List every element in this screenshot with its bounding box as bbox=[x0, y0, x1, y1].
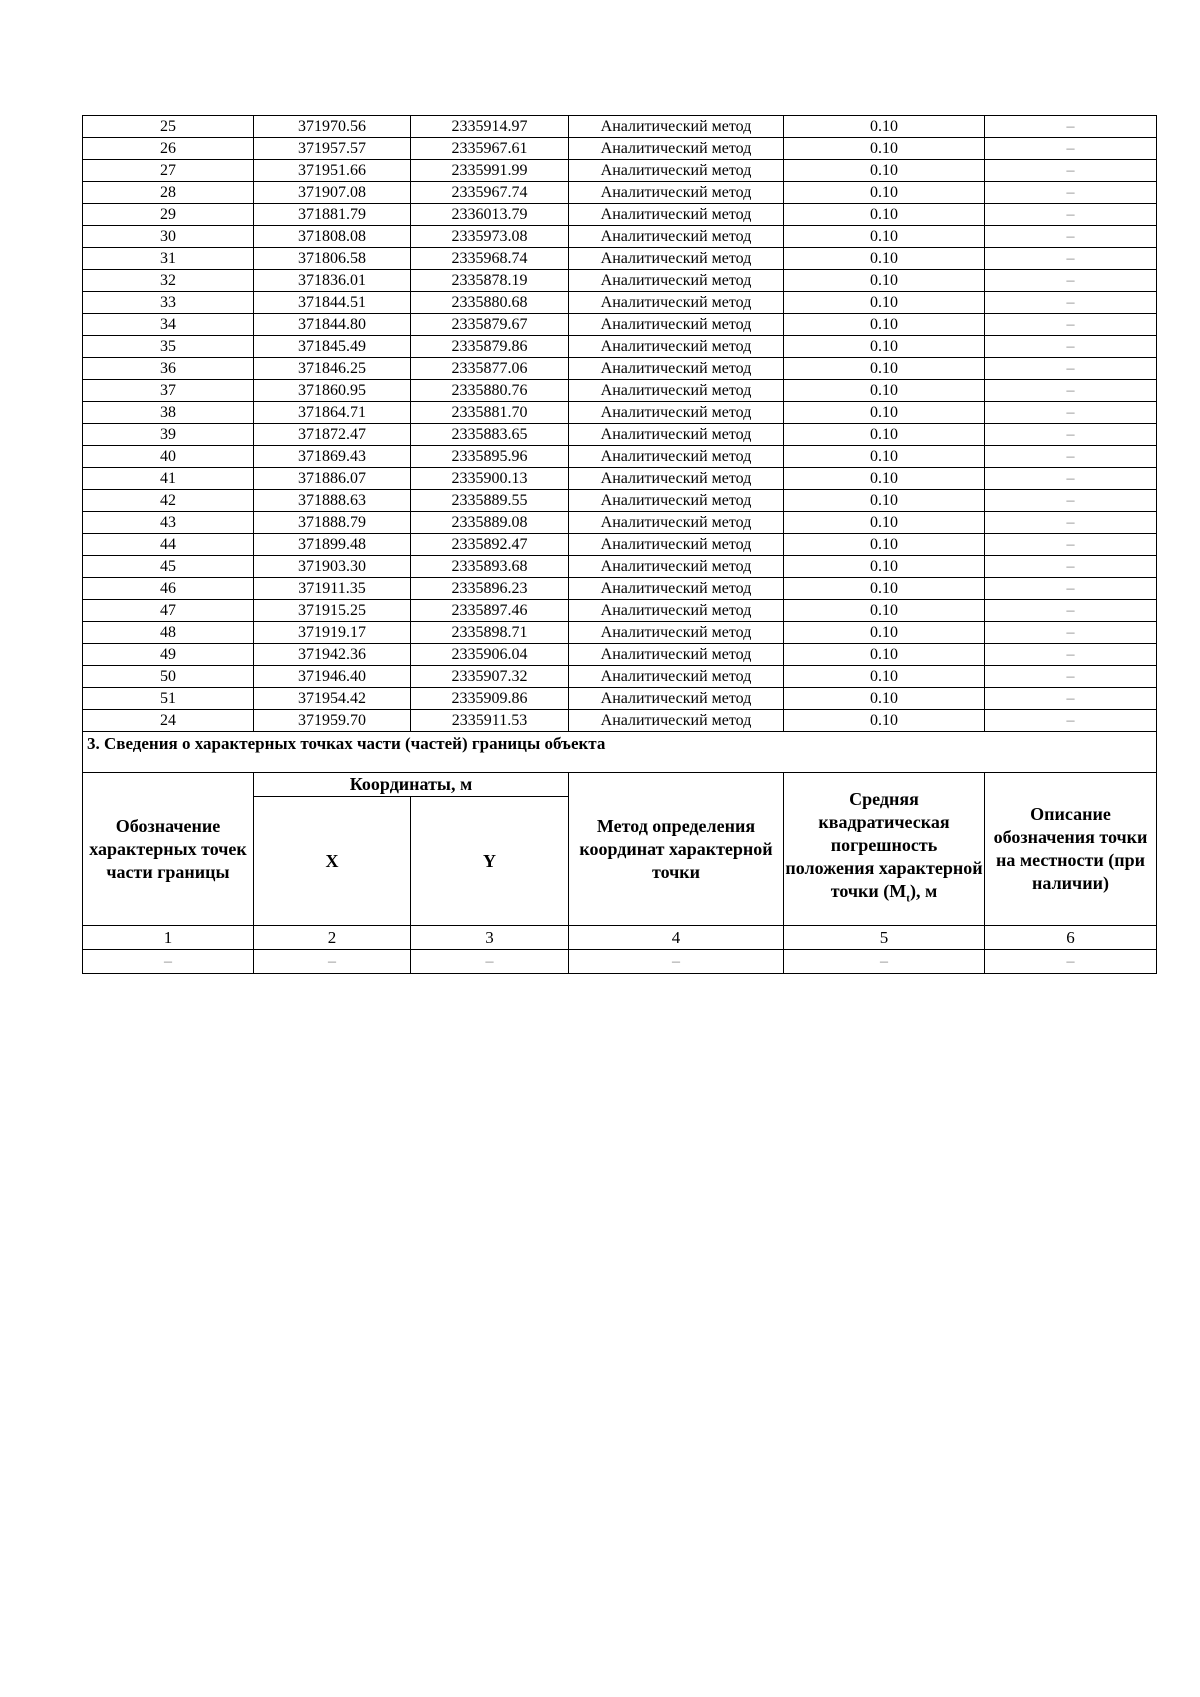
method-cell: Аналитический метод bbox=[569, 116, 784, 138]
table-row bbox=[83, 468, 1157, 490]
description-cell: – bbox=[985, 644, 1157, 666]
point-number-cell: 28 bbox=[83, 182, 254, 204]
method-cell: Аналитический метод bbox=[569, 666, 784, 688]
y-coordinate-cell: 2335893.68 bbox=[411, 556, 569, 578]
error-cell: 0.10 bbox=[784, 358, 985, 380]
error-cell: 0.10 bbox=[784, 138, 985, 160]
point-number-cell: 42 bbox=[83, 490, 254, 512]
x-coordinate-cell: 371836.01 bbox=[254, 270, 411, 292]
description-cell: – bbox=[985, 512, 1157, 534]
column-number: 3 bbox=[411, 926, 569, 950]
method-cell: Аналитический метод bbox=[569, 710, 784, 732]
description-cell: – bbox=[985, 270, 1157, 292]
description-cell: – bbox=[985, 358, 1157, 380]
description-cell: – bbox=[985, 490, 1157, 512]
x-coordinate-cell: 371946.40 bbox=[254, 666, 411, 688]
table-row bbox=[83, 556, 1157, 578]
description-cell: – bbox=[985, 116, 1157, 138]
description-cell: – bbox=[985, 314, 1157, 336]
point-number-cell: 29 bbox=[83, 204, 254, 226]
y-coordinate-cell: 2335878.19 bbox=[411, 270, 569, 292]
section-3-title-row bbox=[83, 732, 1157, 773]
error-cell: 0.10 bbox=[784, 424, 985, 446]
section-3-title: 3. Сведения о характерных точках части (частей) границы объекта bbox=[83, 732, 1157, 773]
description-cell: – bbox=[985, 556, 1157, 578]
x-coordinate-cell: 371860.95 bbox=[254, 380, 411, 402]
table-row bbox=[83, 292, 1157, 314]
table-row bbox=[83, 710, 1157, 732]
column-number: 1 bbox=[83, 926, 254, 950]
description-cell: – bbox=[985, 534, 1157, 556]
x-coordinate-cell: 371954.42 bbox=[254, 688, 411, 710]
empty-cell: – bbox=[83, 950, 254, 974]
header-designation: Обозначение характерных точек части границы bbox=[83, 773, 254, 926]
y-coordinate-cell: 2336013.79 bbox=[411, 204, 569, 226]
point-number-cell: 36 bbox=[83, 358, 254, 380]
method-cell: Аналитический метод bbox=[569, 248, 784, 270]
x-coordinate-cell: 371888.79 bbox=[254, 512, 411, 534]
description-cell: – bbox=[985, 600, 1157, 622]
x-coordinate-cell: 371881.79 bbox=[254, 204, 411, 226]
point-number-cell: 43 bbox=[83, 512, 254, 534]
table-row bbox=[83, 204, 1157, 226]
x-coordinate-cell: 371845.49 bbox=[254, 336, 411, 358]
empty-cell: – bbox=[985, 950, 1157, 974]
error-cell: 0.10 bbox=[784, 204, 985, 226]
method-cell: Аналитический метод bbox=[569, 336, 784, 358]
point-number-cell: 48 bbox=[83, 622, 254, 644]
y-coordinate-cell: 2335968.74 bbox=[411, 248, 569, 270]
header-y: Y bbox=[411, 797, 569, 926]
method-cell: Аналитический метод bbox=[569, 314, 784, 336]
point-number-cell: 47 bbox=[83, 600, 254, 622]
y-coordinate-cell: 2335897.46 bbox=[411, 600, 569, 622]
column-numbers-row bbox=[83, 926, 1157, 950]
point-number-cell: 26 bbox=[83, 138, 254, 160]
x-coordinate-cell: 371844.51 bbox=[254, 292, 411, 314]
x-coordinate-cell: 371919.17 bbox=[254, 622, 411, 644]
point-number-cell: 32 bbox=[83, 270, 254, 292]
table-row bbox=[83, 578, 1157, 600]
section-3-header-row bbox=[83, 773, 1157, 797]
method-cell: Аналитический метод bbox=[569, 556, 784, 578]
column-number: 5 bbox=[784, 926, 985, 950]
y-coordinate-cell: 2335898.71 bbox=[411, 622, 569, 644]
table-row bbox=[83, 314, 1157, 336]
error-cell: 0.10 bbox=[784, 578, 985, 600]
table-row bbox=[83, 534, 1157, 556]
x-coordinate-cell: 371915.25 bbox=[254, 600, 411, 622]
table-row bbox=[83, 644, 1157, 666]
x-coordinate-cell: 371844.80 bbox=[254, 314, 411, 336]
error-cell: 0.10 bbox=[784, 248, 985, 270]
error-cell: 0.10 bbox=[784, 512, 985, 534]
x-coordinate-cell: 371888.63 bbox=[254, 490, 411, 512]
y-coordinate-cell: 2335883.65 bbox=[411, 424, 569, 446]
method-cell: Аналитический метод bbox=[569, 490, 784, 512]
y-coordinate-cell: 2335914.97 bbox=[411, 116, 569, 138]
error-cell: 0.10 bbox=[784, 116, 985, 138]
y-coordinate-cell: 2335911.53 bbox=[411, 710, 569, 732]
table-row bbox=[83, 600, 1157, 622]
table-row bbox=[83, 160, 1157, 182]
table-row bbox=[83, 226, 1157, 248]
error-cell: 0.10 bbox=[784, 270, 985, 292]
column-number: 2 bbox=[254, 926, 411, 950]
description-cell: – bbox=[985, 226, 1157, 248]
table-row bbox=[83, 666, 1157, 688]
method-cell: Аналитический метод bbox=[569, 226, 784, 248]
x-coordinate-cell: 371942.36 bbox=[254, 644, 411, 666]
point-number-cell: 50 bbox=[83, 666, 254, 688]
point-number-cell: 30 bbox=[83, 226, 254, 248]
method-cell: Аналитический метод bbox=[569, 468, 784, 490]
error-cell: 0.10 bbox=[784, 644, 985, 666]
method-cell: Аналитический метод bbox=[569, 446, 784, 468]
method-cell: Аналитический метод bbox=[569, 138, 784, 160]
x-coordinate-cell: 371869.43 bbox=[254, 446, 411, 468]
x-coordinate-cell: 371864.71 bbox=[254, 402, 411, 424]
point-number-cell: 38 bbox=[83, 402, 254, 424]
point-number-cell: 45 bbox=[83, 556, 254, 578]
description-cell: – bbox=[985, 182, 1157, 204]
table-row bbox=[83, 490, 1157, 512]
table-row bbox=[83, 424, 1157, 446]
y-coordinate-cell: 2335967.61 bbox=[411, 138, 569, 160]
table-row bbox=[83, 622, 1157, 644]
method-cell: Аналитический метод bbox=[569, 424, 784, 446]
y-coordinate-cell: 2335909.86 bbox=[411, 688, 569, 710]
method-cell: Аналитический метод bbox=[569, 292, 784, 314]
error-cell: 0.10 bbox=[784, 666, 985, 688]
point-number-cell: 40 bbox=[83, 446, 254, 468]
y-coordinate-cell: 2335895.96 bbox=[411, 446, 569, 468]
table-row bbox=[83, 402, 1157, 424]
description-cell: – bbox=[985, 710, 1157, 732]
description-cell: – bbox=[985, 424, 1157, 446]
y-coordinate-cell: 2335881.70 bbox=[411, 402, 569, 424]
point-number-cell: 25 bbox=[83, 116, 254, 138]
empty-cell: – bbox=[784, 950, 985, 974]
table-row bbox=[83, 688, 1157, 710]
method-cell: Аналитический метод bbox=[569, 270, 784, 292]
method-cell: Аналитический метод bbox=[569, 534, 784, 556]
error-cell: 0.10 bbox=[784, 490, 985, 512]
header-method: Метод определения координат характерной точки bbox=[569, 773, 784, 926]
description-cell: – bbox=[985, 666, 1157, 688]
point-number-cell: 44 bbox=[83, 534, 254, 556]
method-cell: Аналитический метод bbox=[569, 380, 784, 402]
x-coordinate-cell: 371959.70 bbox=[254, 710, 411, 732]
x-coordinate-cell: 371846.25 bbox=[254, 358, 411, 380]
description-cell: – bbox=[985, 468, 1157, 490]
description-cell: – bbox=[985, 578, 1157, 600]
error-cell: 0.10 bbox=[784, 710, 985, 732]
points-table-body bbox=[83, 116, 1157, 732]
description-cell: – bbox=[985, 402, 1157, 424]
point-number-cell: 27 bbox=[83, 160, 254, 182]
error-cell: 0.10 bbox=[784, 226, 985, 248]
y-coordinate-cell: 2335907.32 bbox=[411, 666, 569, 688]
error-cell: 0.10 bbox=[784, 314, 985, 336]
y-coordinate-cell: 2335879.67 bbox=[411, 314, 569, 336]
header-mt-suffix: ), м bbox=[909, 880, 938, 901]
description-cell: – bbox=[985, 336, 1157, 358]
point-number-cell: 34 bbox=[83, 314, 254, 336]
y-coordinate-cell: 2335877.06 bbox=[411, 358, 569, 380]
x-coordinate-cell: 371903.30 bbox=[254, 556, 411, 578]
description-cell: – bbox=[985, 292, 1157, 314]
x-coordinate-cell: 371970.56 bbox=[254, 116, 411, 138]
y-coordinate-cell: 2335973.08 bbox=[411, 226, 569, 248]
table-row bbox=[83, 116, 1157, 138]
table-row bbox=[83, 248, 1157, 270]
point-number-cell: 24 bbox=[83, 710, 254, 732]
y-coordinate-cell: 2335889.08 bbox=[411, 512, 569, 534]
column-number: 6 bbox=[985, 926, 1157, 950]
error-cell: 0.10 bbox=[784, 556, 985, 578]
error-cell: 0.10 bbox=[784, 688, 985, 710]
method-cell: Аналитический метод bbox=[569, 688, 784, 710]
point-number-cell: 49 bbox=[83, 644, 254, 666]
x-coordinate-cell: 371911.35 bbox=[254, 578, 411, 600]
column-number: 4 bbox=[569, 926, 784, 950]
error-cell: 0.10 bbox=[784, 402, 985, 424]
method-cell: Аналитический метод bbox=[569, 600, 784, 622]
method-cell: Аналитический метод bbox=[569, 512, 784, 534]
header-mt-prefix: Средняя квадратическая погрешность положения характерной точки (M bbox=[785, 788, 983, 901]
y-coordinate-cell: 2335879.86 bbox=[411, 336, 569, 358]
empty-cell: – bbox=[569, 950, 784, 974]
header-mt-sub: t bbox=[906, 892, 910, 905]
description-cell: – bbox=[985, 622, 1157, 644]
point-number-cell: 51 bbox=[83, 688, 254, 710]
table-row bbox=[83, 270, 1157, 292]
y-coordinate-cell: 2335906.04 bbox=[411, 644, 569, 666]
method-cell: Аналитический метод bbox=[569, 622, 784, 644]
description-cell: – bbox=[985, 160, 1157, 182]
point-number-cell: 33 bbox=[83, 292, 254, 314]
table-row bbox=[83, 380, 1157, 402]
description-cell: – bbox=[985, 688, 1157, 710]
y-coordinate-cell: 2335900.13 bbox=[411, 468, 569, 490]
description-cell: – bbox=[985, 380, 1157, 402]
empty-cell: – bbox=[254, 950, 411, 974]
method-cell: Аналитический метод bbox=[569, 358, 784, 380]
table-row bbox=[83, 336, 1157, 358]
y-coordinate-cell: 2335991.99 bbox=[411, 160, 569, 182]
table-row bbox=[83, 358, 1157, 380]
empty-data-row bbox=[83, 950, 1157, 974]
error-cell: 0.10 bbox=[784, 534, 985, 556]
point-number-cell: 31 bbox=[83, 248, 254, 270]
point-number-cell: 39 bbox=[83, 424, 254, 446]
y-coordinate-cell: 2335892.47 bbox=[411, 534, 569, 556]
header-mean-square-error bbox=[784, 773, 985, 926]
error-cell: 0.10 bbox=[784, 292, 985, 314]
table-row bbox=[83, 512, 1157, 534]
y-coordinate-cell: 2335967.74 bbox=[411, 182, 569, 204]
point-number-cell: 37 bbox=[83, 380, 254, 402]
method-cell: Аналитический метод bbox=[569, 182, 784, 204]
error-cell: 0.10 bbox=[784, 380, 985, 402]
error-cell: 0.10 bbox=[784, 600, 985, 622]
point-number-cell: 46 bbox=[83, 578, 254, 600]
y-coordinate-cell: 2335889.55 bbox=[411, 490, 569, 512]
empty-cell: – bbox=[411, 950, 569, 974]
description-cell: – bbox=[985, 204, 1157, 226]
method-cell: Аналитический метод bbox=[569, 204, 784, 226]
x-coordinate-cell: 371907.08 bbox=[254, 182, 411, 204]
x-coordinate-cell: 371899.48 bbox=[254, 534, 411, 556]
x-coordinate-cell: 371951.66 bbox=[254, 160, 411, 182]
x-coordinate-cell: 371806.58 bbox=[254, 248, 411, 270]
x-coordinate-cell: 371872.47 bbox=[254, 424, 411, 446]
error-cell: 0.10 bbox=[784, 446, 985, 468]
description-cell: – bbox=[985, 138, 1157, 160]
table-row bbox=[83, 446, 1157, 468]
error-cell: 0.10 bbox=[784, 622, 985, 644]
error-cell: 0.10 bbox=[784, 160, 985, 182]
header-x: X bbox=[254, 797, 411, 926]
point-number-cell: 35 bbox=[83, 336, 254, 358]
table-row bbox=[83, 182, 1157, 204]
method-cell: Аналитический метод bbox=[569, 644, 784, 666]
y-coordinate-cell: 2335880.68 bbox=[411, 292, 569, 314]
method-cell: Аналитический метод bbox=[569, 578, 784, 600]
x-coordinate-cell: 371886.07 bbox=[254, 468, 411, 490]
header-description: Описание обозначения точки на местности (при наличии) bbox=[985, 773, 1157, 926]
boundary-points-table bbox=[82, 115, 1157, 974]
header-coordinates: Координаты, м bbox=[254, 773, 569, 797]
error-cell: 0.10 bbox=[784, 336, 985, 358]
table-row bbox=[83, 138, 1157, 160]
description-cell: – bbox=[985, 248, 1157, 270]
error-cell: 0.10 bbox=[784, 182, 985, 204]
document-page bbox=[82, 115, 1156, 974]
y-coordinate-cell: 2335880.76 bbox=[411, 380, 569, 402]
method-cell: Аналитический метод bbox=[569, 402, 784, 424]
x-coordinate-cell: 371957.57 bbox=[254, 138, 411, 160]
x-coordinate-cell: 371808.08 bbox=[254, 226, 411, 248]
description-cell: – bbox=[985, 446, 1157, 468]
point-number-cell: 41 bbox=[83, 468, 254, 490]
method-cell: Аналитический метод bbox=[569, 160, 784, 182]
error-cell: 0.10 bbox=[784, 468, 985, 490]
y-coordinate-cell: 2335896.23 bbox=[411, 578, 569, 600]
